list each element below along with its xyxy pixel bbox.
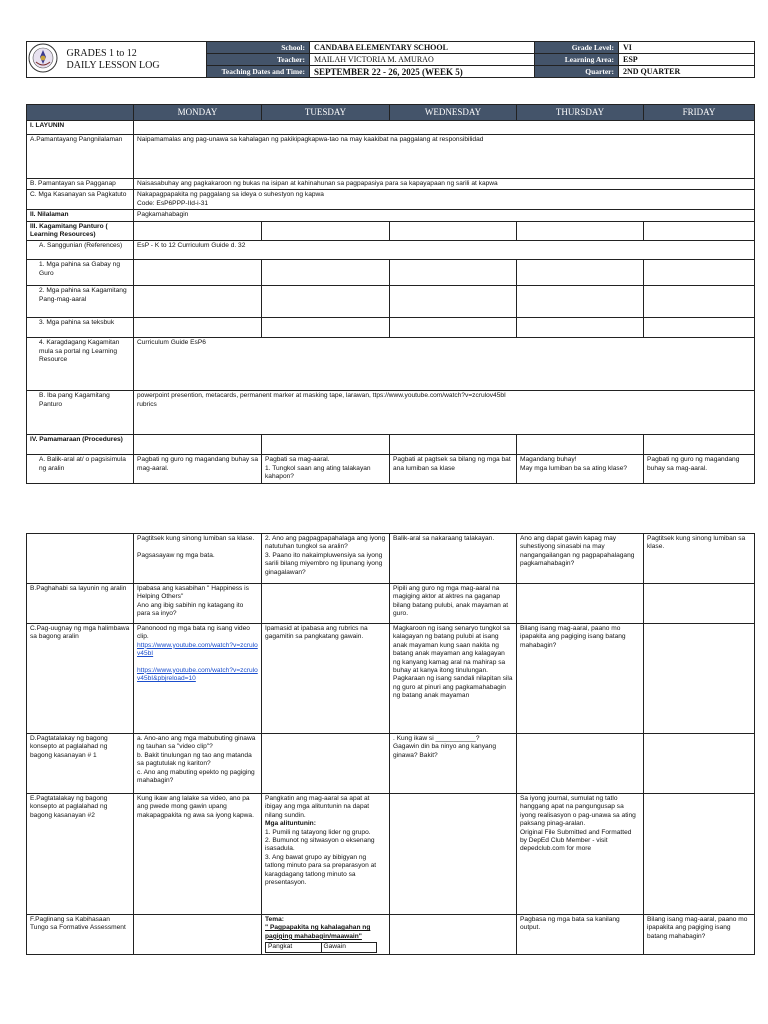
video-link-2[interactable]: https://www.youtube.com/watch?v=zcrulov45bI&pbjreload=10 [137,666,258,683]
deped-seal [27,42,63,78]
cell [517,318,644,338]
f-tuesday-quote: " Pagpapakita ng kahalagahan ng pagiging mahabagin/maawain" [265,924,371,940]
cell [644,286,755,318]
paguugnay-wednesday: Magkaroon ng isang senaryo tungkol sa kalagayan ng batang pulubi at isang anak mayaman kung saan nakita ng batang anak mayaman ang kalagayan ng kanyang kamag aral na mahirap sa buhay at kanya itong tinulungan. Pagkaraan ng isang sandali nilapitan sila ng guro at pinuri ang pagkamahabagin ng batang anak mayaman [390,624,517,734]
gawain-header: Gawain [321,943,377,952]
day-friday: FRIDAY [644,105,755,121]
pamantayang-label: A.Pamantayang Pangnilalaman [27,135,134,179]
dates-label: Teaching Dates and Time: [207,66,310,78]
cell [644,624,755,734]
deped-seal-icon [28,43,58,73]
e-monday: Kung ikaw ang lalake sa video, ano pa ang pwede mong gawin upang makapagpakita ng awa sa iyong kapwa. [134,794,262,915]
school-label: School: [207,42,310,54]
f-thursday: Pagbasa ng mga bata sa kanilang output. [517,915,644,955]
cell [644,794,755,915]
cell [517,221,644,241]
d-label: D.Pagtatalakay ng bagong konsepto at paglalahad ng bagong kasanayan # 1 [27,734,134,794]
balik-thursday: Magandang buhay! May mga lumiban ba sa ating klase? [517,455,644,483]
cell [262,286,390,318]
iba-text-2: rubrics [137,400,157,408]
cell [390,794,517,915]
spacer [137,659,258,667]
balik-wednesday: Pagbati at pagtsek sa bilang ng mga bat ana lumiban sa klase [390,455,517,483]
kagamitan-pahina-label: 2. Mga pahina sa Kagamitang Pang-mag-aaral [27,286,134,318]
pangkat-header: Pangkat [266,943,322,952]
cell [134,221,262,241]
teacher-value: MAILAH VICTORIA M. AMURAO [310,54,535,66]
karagdagang-text: Curriculum Guide EsP6 [134,338,755,391]
e-tuesday-rules: 1. Pumili ng tatayong lider ng grupo. 2. Bumunot ng sitwasyon o eksenang isasadula. 3. Ang bawat grupo ay bibigyan ng tatlong minuto para sa preparasyon at karagdagang tatlong minuto sa presentasyon. [265,828,377,887]
karagdagang-label: 4. Karagdagang Kagamitan mula sa portal ng Learning Resource [27,338,134,391]
layunin-heading: I. LAYUNIN [27,121,134,135]
teacher-label: Teacher: [207,54,310,66]
paguugnay-monday [134,624,262,734]
pangkat-table [265,942,377,952]
lesson-table [26,104,755,484]
teksbuk-label: 3. Mga pahina sa teksbuk [27,318,134,338]
cell [262,221,390,241]
day-tuesday: TUESDAY [262,105,390,121]
cell [517,260,644,286]
cell [262,734,390,794]
paguugnay-monday-text: Panonood ng mga bata ng isang video clip. [137,625,250,641]
pagganap-text: Naisasabuhay ang pagkakaroon ng bukas na isipan at kahinahunan sa pagpapasiya para sa kapayapaan ng sarili at kapwa [134,179,755,190]
day-wednesday: WEDNESDAY [390,105,517,121]
cell [134,435,262,455]
cell [644,734,755,794]
kasanayan-text: Nakapagpapakita ng paggalang sa ideya o suhestyon ng kapwa [137,191,324,199]
cell [644,584,755,624]
cell [134,260,262,286]
cell [390,221,517,241]
lesson-log-header [26,41,754,78]
cont-friday: Pagtitsek kung sinong lumiban sa klase. [644,534,755,584]
grade-level-value: VI [619,42,755,54]
sanggunian-label: A. Sanggunian (References) [27,241,134,260]
cell [262,318,390,338]
f-tuesday-tema: Tema: [265,916,284,923]
corner-cell [27,105,134,121]
quarter-value: 2ND QUARTER [619,66,755,78]
cell [390,915,517,955]
pagganap-label: B. Pamantayan sa Pagganap [27,179,134,190]
balik-tuesday: Pagbati sa mag-aaral. 1. Tungkol saan ang ating talakayan kahapon? [262,455,390,483]
guro-label: 1. Mga pahina sa Gabay ng Guro [27,260,134,286]
iba-cell [134,391,755,435]
balik-label: A. Balik-aral at/ o pagsisimula ng aralin [27,455,134,483]
cell [644,318,755,338]
cell [134,915,262,955]
cell [390,286,517,318]
paghahabi-wednesday: Pipili ang guro ng mga mag-aaral na magiging aktor at aktres na gaganap bilang batang pulubi, anak mayaman at guro. [390,584,517,624]
dates-value: SEPTEMBER 22 - 26, 2025 (WEEK 5) [310,66,535,78]
e-tuesday [262,794,390,915]
f-friday: Bilang isang mag-aaral, paano mo ipapakita ang pagiging isang batang mahabagin? [644,915,755,955]
d-wednesday: . Kung ikaw si ___________? Gagawin din ba ninyo ang kanyang ginawa? Bakit? [390,734,517,794]
cont-thursday: Ano ang dapat gawin kapag may suhestiyong sinasabi na may nangangailangan ng pagpapahalagang pagkamahabagin? [517,534,644,584]
cell [134,318,262,338]
paguugnay-thursday: Bilang isang mag-aaral, paano mo ipapakita ang pagiging isang batang mahabagin? [517,624,644,734]
cell [262,260,390,286]
day-monday: MONDAY [134,105,262,121]
header-table [26,41,755,78]
e-label: E.Pagtatalakay ng bagong konsepto at paglalahad ng bagong kasanayan #2 [27,794,134,915]
cell [644,260,755,286]
learning-area-label: Learning Area: [535,54,619,66]
nilalaman-text: Pagkamahabagin [134,210,755,221]
e-tuesday-alituntunin: Mga alituntunin: [265,820,316,828]
learning-area-value: ESP [619,54,755,66]
video-link-1[interactable]: https://www.youtube.com/watch?v=zcrulov45bI [137,641,258,658]
cell [27,534,134,584]
cell [644,221,755,241]
paguugnay-tuesday: Ipamasid at ipabasa ang rubrics na gagamitin sa pangkatang gawain. [262,624,390,734]
balik-monday: Pagbati ng guro ng magandang buhay sa mag-aaral. [134,455,262,483]
iba-label: B. Iba pang Kagamitang Panturo [27,391,134,435]
cell [517,286,644,318]
cell [644,435,755,455]
d-monday: a. Ano-ano ang mga mabubuting ginawa ng tauhan sa "video clip"? b. Bakit tinulungan ng tao ang matanda sa pagtutulak ng kariton? c. Ano ang mabuting epekto ng pagiging mahabagin? [134,734,262,794]
paghahabi-label: B.Paghahabi sa layunin ng aralin [27,584,134,624]
pamantayang-text: Naipamamalas ang pag-unawa sa kahalagan ng pakikipagkapwa-tao na may kaakibat na paggalang at responsibilidad [134,135,755,179]
e-tuesday-text: Pangkatin ang mag-aaral sa apat at ibigay ang mga alituntunin na dapat nilang sundin. [265,795,370,819]
cell [517,734,644,794]
quarter-label: Quarter: [535,66,619,78]
lesson-log-title [63,42,207,78]
lesson-table-continued [26,533,755,955]
paghahabi-monday: Ipabasa ang kasabihan " Happiness is Helping Others" Ano ang ibig sabihin ng katagang ito para sa inyo? [134,584,262,624]
lesson-table-page2 [26,533,754,955]
cell [390,260,517,286]
e-thursday: Sa iyong journal, sumulat ng tatlo hanggang apat na pangungusap sa iyong realisasyon o pag-unawa sa ating paksang pinag-aralan. Original File Submitted and Formatted by DepEd Club Member - visit depedclub.com for more [517,794,644,915]
paguugnay-label: C.Pag-uugnay ng mga halimbawa sa bagong aralin [27,624,134,734]
title-line-2: DAILY LESSON LOG [66,59,160,71]
iba-text: powerpoint presention, metacards, permanent marker at masking tape, larawan, ttps://www.youtube.com/watch?v=zcrulov45bI [137,392,506,400]
cell [134,286,262,318]
sanggunian-text: EsP - K to 12 Curriculum Guide d. 32 [134,241,755,260]
kasanayan-label: C. Mga Kasanayan sa Pagkatuto [27,190,134,210]
layunin-cell [134,121,755,135]
balik-friday: Pagbati ng guro ng magandang buhay sa mag-aaral. [644,455,755,483]
cell [262,435,390,455]
f-tuesday [262,915,390,955]
kagamitan-label: III. Kagamitang Panturo ( Learning Resources) [27,221,134,241]
cell [262,584,390,624]
lesson-table-page1 [26,104,754,484]
cell [517,584,644,624]
cont-wednesday: Balik-aral sa nakaraang talakayan. [390,534,517,584]
cont-tuesday: 2. Ano ang pagpagpapahalaga ang iyong natutuhan tungkol sa aralin? 3. Paano ito nakaimpluwensiya sa iyong sarili bilang miyembro ng lipunang iyong ginagalawan? [262,534,390,584]
cell [517,435,644,455]
cell [390,435,517,455]
cont-monday: Pagtitsek kung sinong lumiban sa klase. Pagsasayaw ng mga bata. [134,534,262,584]
kasanayan-cell [134,190,755,210]
kasanayan-code: Code: EsP6PPP-IId-i-31 [137,199,209,207]
nilalaman-label: II. Nilalaman [27,210,134,221]
f-label: F.Paglinang sa Kabihasaan Tungo sa Formative Assessment [27,915,134,955]
cell [390,318,517,338]
school-value: CANDABA ELEMENTARY SCHOOL [310,42,535,54]
day-thursday: THURSDAY [517,105,644,121]
title-line-1: GRADES 1 to 12 [66,47,137,59]
grade-level-label: Grade Level: [535,42,619,54]
pamamaraan-label: IV. Pamamaraan (Procedures) [27,435,134,455]
